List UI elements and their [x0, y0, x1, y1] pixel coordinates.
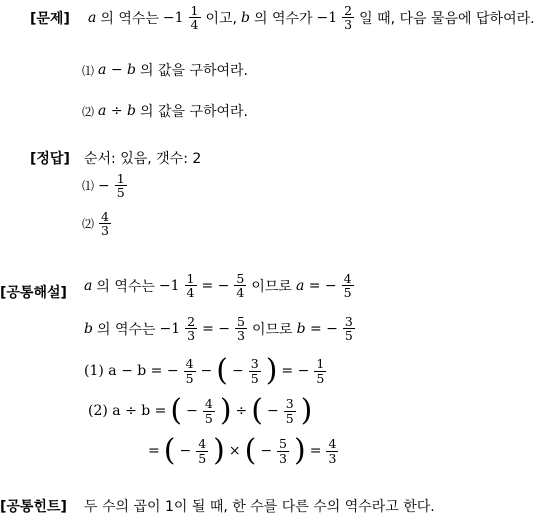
solution-line-5 — [148, 433, 339, 468]
solution-text: 이므로 — [251, 321, 293, 338]
right-paren: ) — [265, 353, 278, 388]
minus-sign: − — [232, 363, 244, 379]
mixed-whole: −1 — [158, 277, 180, 294]
expression-lead: (2) a ÷ b = — [88, 403, 167, 419]
fraction: $\frac{1}{4}$ — [190, 3, 199, 33]
answer-number: ⑴ — [82, 179, 95, 194]
equals-minus: = − — [281, 363, 310, 379]
fraction: $\frac{4}{5}$ — [185, 356, 194, 386]
right-paren: ) — [219, 393, 232, 428]
problem-label: [문제] — [30, 11, 70, 27]
var-a: a — [88, 9, 97, 26]
hint-label: [공통힌트] — [0, 499, 67, 515]
fraction: $\frac{1}{5}$ — [316, 356, 325, 386]
question-2 — [82, 101, 248, 121]
mixed-whole: −1 — [316, 9, 338, 26]
expression-lead: (1) a − b = − — [84, 363, 179, 379]
statement-text: 이고, — [205, 10, 237, 27]
statement-text: 의 역수가 — [253, 10, 313, 27]
fraction: $\frac{5}{3}$ — [237, 314, 245, 344]
left-paren: ( — [244, 433, 257, 468]
fraction: $\frac{3}{5}$ — [344, 314, 353, 344]
solution-line-2 — [84, 315, 356, 342]
fraction: $\frac{2}{3}$ — [344, 3, 353, 33]
solution-line-4 — [88, 393, 313, 428]
fraction: $\frac{3}{5}$ — [250, 356, 259, 386]
solution-text: 이므로 — [251, 278, 292, 295]
solution-line-1 — [84, 272, 355, 299]
right-paren: ) — [300, 393, 313, 428]
multiply-operator: × — [228, 443, 241, 459]
answer-1 — [82, 172, 128, 199]
minus-sign: − — [260, 443, 273, 459]
problem-statement — [88, 4, 535, 31]
minus-sign: − — [266, 403, 279, 419]
left-paren: ( — [170, 393, 183, 428]
question-text: 의 값을 구하여라. — [139, 104, 248, 120]
solution-text: 의 역수는 — [96, 278, 155, 295]
statement-text: 일 때, 다음 물음에 답하여라. — [359, 10, 535, 27]
left-paren: ( — [216, 353, 228, 388]
question-expression: a ÷ b — [98, 103, 136, 119]
answer-2 — [82, 210, 112, 237]
result-expression: b = − — [296, 320, 338, 337]
question-text: 의 값을 구하여라. — [139, 63, 248, 79]
fraction: $\frac{1}{4}$ — [186, 271, 195, 301]
question-expression: a − b — [98, 62, 136, 78]
question-number: ⑵ — [82, 104, 95, 119]
equals-minus: = − — [201, 277, 230, 294]
answer-label: [정답] — [30, 151, 70, 167]
solution-label: [공통해설] — [0, 285, 67, 301]
right-paren: ) — [294, 433, 306, 468]
minus-operator: − — [200, 363, 213, 379]
var-b: b — [241, 9, 250, 26]
fraction: $\frac{4}{3}$ — [101, 209, 109, 239]
result-expression: a = − — [295, 277, 337, 294]
right-paren: ) — [213, 433, 225, 468]
var-b: b — [84, 320, 93, 337]
var-a: a — [84, 277, 93, 294]
solution-text: 의 역수는 — [96, 321, 156, 338]
left-paren: ( — [251, 393, 263, 428]
mixed-whole: −1 — [162, 9, 184, 26]
minus-sign: − — [186, 403, 198, 419]
solution-line-3 — [84, 353, 327, 388]
fraction: $\frac{5}{3}$ — [279, 436, 287, 466]
fraction: $\frac{4}{5}$ — [198, 436, 207, 466]
equals-sign: = — [309, 443, 322, 459]
answer-number: ⑵ — [82, 217, 95, 232]
fraction: $\frac{2}{3}$ — [187, 314, 196, 344]
fraction: $\frac{3}{5}$ — [285, 396, 294, 426]
fraction: $\frac{4}{5}$ — [204, 396, 213, 426]
hint-text: 두 수의 곱이 1이 될 때, 한 수를 다른 수의 역수라고 한다. — [84, 499, 435, 515]
statement-text: 의 역수는 — [100, 10, 159, 27]
minus-sign: − — [98, 177, 110, 194]
fraction: $\frac{4}{3}$ — [328, 436, 337, 466]
equals-sign: = — [148, 443, 160, 459]
mixed-whole: −1 — [159, 320, 181, 337]
fraction: $\frac{1}{5}$ — [116, 171, 125, 201]
answer-summary: 순서: 있음, 갯수: 2 — [84, 151, 202, 167]
question-number: ⑴ — [82, 63, 95, 78]
minus-sign: − — [179, 443, 192, 459]
divide-operator: ÷ — [235, 403, 248, 419]
fraction: $\frac{4}{5}$ — [343, 271, 352, 301]
equals-minus: = − — [202, 320, 231, 337]
question-1 — [82, 60, 248, 80]
left-paren: ( — [163, 433, 176, 468]
fraction: $\frac{5}{4}$ — [236, 271, 245, 301]
